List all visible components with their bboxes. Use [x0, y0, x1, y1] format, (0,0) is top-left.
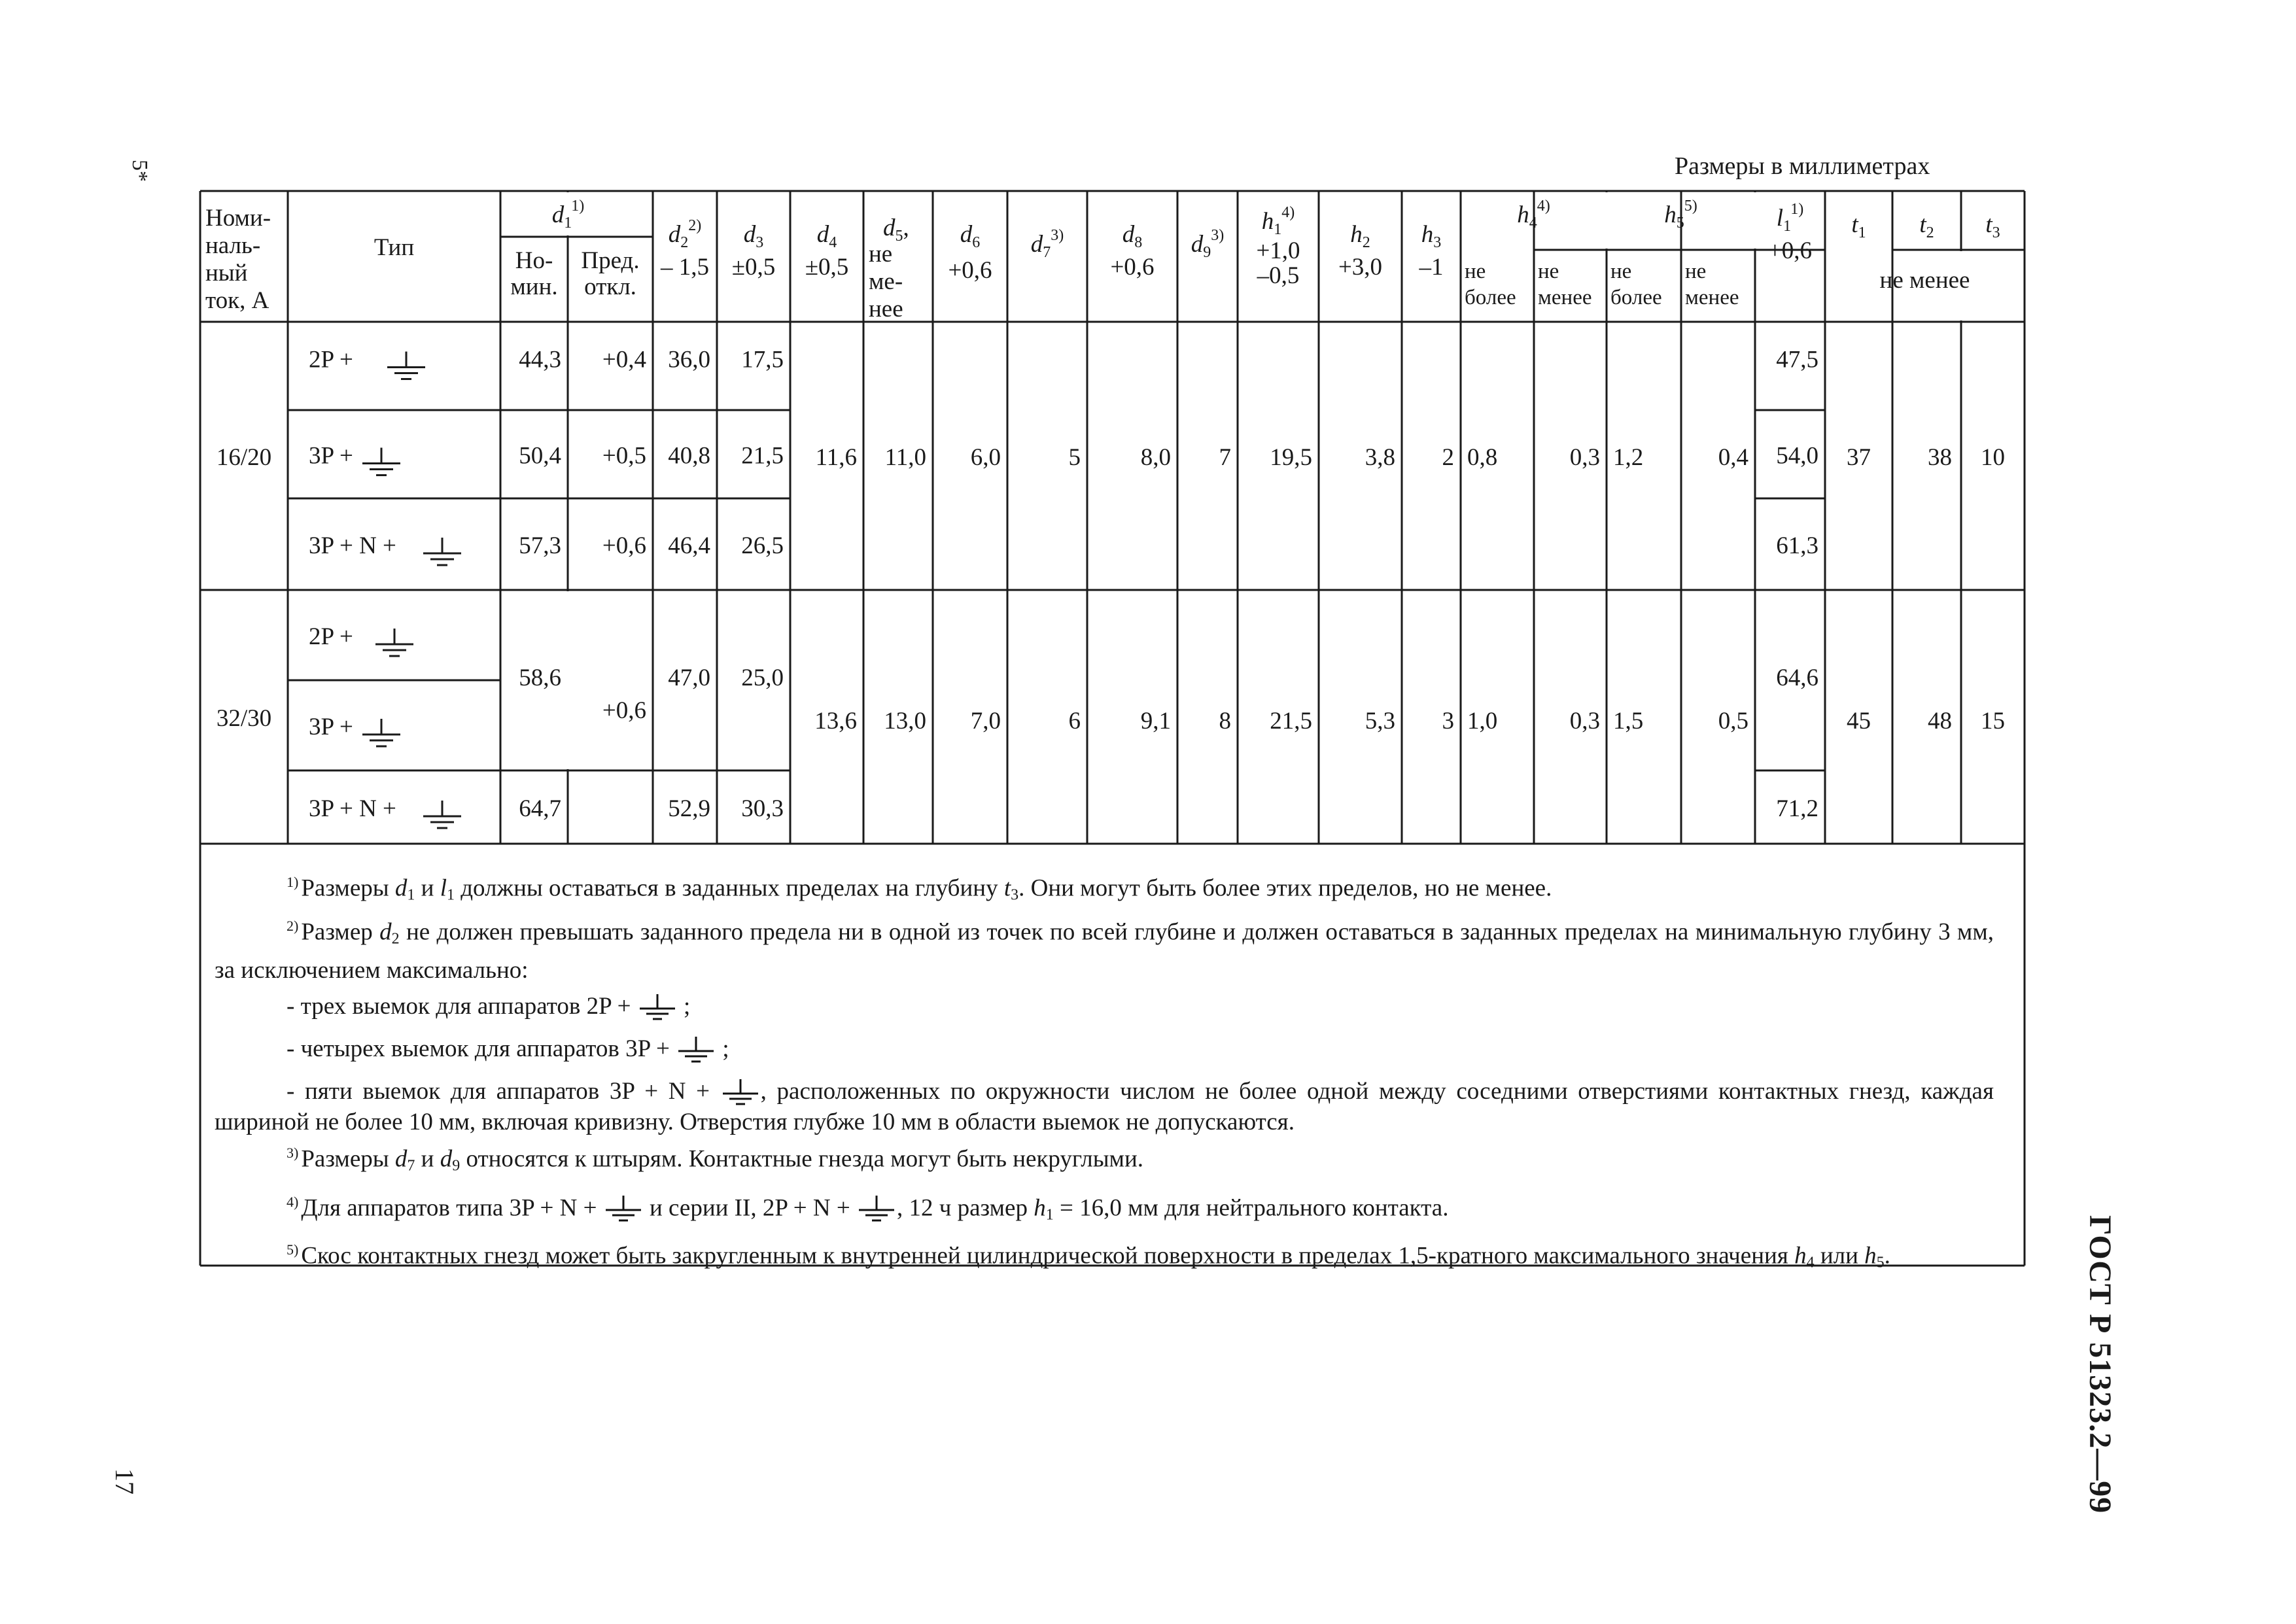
cell-d4: 13,6: [814, 708, 857, 734]
ground-icon: [362, 448, 400, 475]
header-h3: $h_3$: [1421, 221, 1442, 251]
header-nominal-current: наль-: [205, 232, 261, 259]
row-type-label: 3P +: [309, 442, 353, 470]
header-d5-tol: нее: [869, 296, 903, 322]
cell-d2: 47,0: [668, 665, 710, 691]
header-not-more: не: [1465, 260, 1486, 283]
cell-d6: 6,0: [970, 444, 1001, 471]
header-h2-tol: +3,0: [1338, 254, 1383, 281]
cell-h3: 3: [1442, 708, 1454, 734]
cell-d1-deviation: +0,6: [602, 697, 646, 724]
header-d3-tol: ±0,5: [731, 254, 776, 281]
header-h4: $h_4^{4)}$: [1517, 198, 1550, 232]
header-h5: $h_5^{5)}$: [1664, 198, 1697, 232]
cell-d5: 13,0: [884, 708, 926, 734]
cell-d2: 46,4: [668, 532, 710, 559]
cell-t3: 10: [1981, 444, 2005, 471]
footnote-2-item-1: - трех выемок для аппаратов 2P + ;: [215, 991, 1994, 1022]
cell-l1: 54,0: [1776, 442, 1818, 470]
header-d9: $d_9^{3)}$: [1191, 227, 1225, 261]
cell-h3: 2: [1442, 444, 1454, 471]
header-t-not-less: не менее: [1879, 267, 1970, 294]
header-not-more: более: [1610, 286, 1662, 309]
footnote-4: $^{4)}$ Для аппаратов типа 3P + N + и серии II, 2P + N + , 12 ч размер $h_1 = 16,0$ мм для нейтрального контакта.: [287, 1193, 1449, 1224]
ground-icon: [856, 1194, 897, 1223]
header-d7: $d_7^{3)}$: [1030, 227, 1064, 261]
header-d2: $d_2^{2)}$: [668, 217, 702, 251]
cell-d4: 11,6: [815, 444, 857, 471]
header-type: Тип: [374, 234, 415, 261]
header-d1-nominal: Но-: [515, 247, 553, 274]
cell-d1-nominal: 57,3: [519, 532, 561, 559]
row-type-label: 2P +: [309, 346, 353, 373]
cell-h5-min: 0,4: [1718, 444, 1748, 471]
header-not-more: не: [1610, 260, 1632, 283]
header-nominal-current: ный: [205, 260, 248, 286]
page-mark: 5*: [128, 160, 152, 182]
header-not-less: менее: [1685, 286, 1739, 309]
cell-l1: 71,2: [1776, 795, 1818, 822]
header-not-more: более: [1465, 286, 1516, 309]
header-d4-tol: ±0,5: [805, 254, 849, 281]
header-d1: $d_1^{1)}$: [551, 198, 585, 232]
header-d5-tol: ме-: [869, 268, 903, 295]
cell-d7: 5: [1068, 444, 1081, 471]
header-d1-nominal: мин.: [510, 273, 558, 300]
cell-d9: 7: [1219, 444, 1231, 471]
cell-d3: 26,5: [741, 532, 784, 559]
header-d5-tol: не: [869, 241, 893, 268]
footnote-5: $^{5)}$ Скос контактных гнезд может быть закругленным к внутренней цилиндрической поверхности в пределах 1,5-кратного максимального значения $h_4$ или $h_5$.: [287, 1241, 1890, 1271]
header-h2: $h_2$: [1350, 221, 1370, 251]
cell-h4-max: 1,0: [1467, 708, 1498, 734]
header-d8-tol: +0,6: [1110, 254, 1155, 281]
cell-d2: 40,8: [668, 442, 710, 470]
cell-t1: 45: [1847, 708, 1871, 734]
cell-d7: 6: [1068, 708, 1081, 734]
header-h1: $h_1^{4)}$: [1261, 204, 1295, 238]
header-d1-deviation: Пред.: [581, 247, 640, 274]
table-footnotes: [215, 867, 1994, 1279]
ground-icon: [603, 1194, 644, 1223]
header-d2-tol: – 1,5: [661, 254, 709, 281]
ground-icon: [423, 801, 461, 828]
row-type-label: 3P +: [309, 714, 353, 740]
cell-d1-nominal: 58,6: [519, 665, 561, 691]
cell-h1: 19,5: [1270, 444, 1312, 471]
row-type-label: 2P +: [309, 623, 353, 650]
ground-icon: [387, 352, 425, 379]
cell-d3: 25,0: [741, 665, 784, 691]
units-caption: Размеры в миллиметрах: [1675, 152, 1930, 180]
header-h3-tol: –1: [1419, 254, 1444, 281]
cell-d2: 36,0: [668, 346, 710, 373]
header-nominal-current: Номи-: [205, 205, 271, 232]
header-l1: $l_1^{1)}$: [1776, 201, 1804, 235]
header-d8: $d_8$: [1122, 221, 1143, 251]
cell-h2: 5,3: [1365, 708, 1395, 734]
header-t1: $t_1$: [1851, 211, 1866, 241]
cell-h2: 3,8: [1365, 444, 1395, 471]
cell-t2: 48: [1928, 708, 1952, 734]
cell-h5-max: 1,2: [1613, 444, 1644, 471]
cell-t3: 15: [1981, 708, 2005, 734]
header-not-less: не: [1685, 260, 1707, 283]
footnote-1: $^{1)}$ Размеры $d_1$ и $l_1$ должны оставаться в заданных пределах на глубину $t_3$. Они могут быть более этих пределов, но не менее.: [287, 874, 1552, 904]
header-d6-tol: +0,6: [948, 257, 992, 284]
row-current-16-20: 16/20: [216, 444, 272, 471]
cell-h4-min: 0,3: [1569, 708, 1600, 734]
rule-mask: [1605, 192, 1609, 249]
ground-icon: [637, 993, 678, 1022]
row-current-32-30: 32/30: [216, 705, 272, 732]
rule-mask: [1753, 192, 1757, 249]
cell-d3: 21,5: [741, 442, 784, 470]
cell-d8: 8,0: [1140, 444, 1171, 471]
header-not-less: не: [1538, 260, 1559, 283]
cell-t1: 37: [1847, 444, 1871, 471]
cell-d1-deviation: +0,6: [602, 532, 646, 559]
cell-l1: 61,3: [1776, 532, 1818, 559]
cell-d1-nominal: 44,3: [519, 346, 561, 373]
ground-icon: [375, 629, 413, 656]
header-nominal-current: ток, А: [205, 287, 270, 314]
header-not-less: менее: [1538, 286, 1592, 309]
cell-d1-deviation: +0,4: [602, 346, 646, 373]
footnote-2-item-2: - четырех выемок для аппаратов 3P + ;: [215, 1033, 1994, 1064]
header-t3: $t_3$: [1985, 211, 2000, 241]
header-t2: $t_2$: [1919, 211, 1934, 241]
cell-d9: 8: [1219, 708, 1231, 734]
footnote-2-item-3: - пяти выемок для аппаратов 3P + N + , расположенных по окружности числом не более одной между соседними отверстиями контактных гнезд, каждая шириной не более 10 мм, включая кривизну. Отверстия глубже 10 мм в области выемок не допускаются.: [215, 1077, 1994, 1135]
ground-icon: [362, 719, 400, 746]
ground-icon: [676, 1035, 716, 1064]
footnote-2: $^{2)}$ Размер $d_2$ не должен превышать заданного предела ни в одной из точек по всей глубине и должен оставаться в заданных пределах на минимальную глубину 3 мм, за исключением максимально:: [215, 918, 1994, 984]
header-d3: $d_3$: [743, 221, 764, 251]
header-h1-tol: –0,5: [1257, 262, 1300, 289]
ground-icon: [720, 1078, 761, 1107]
row-type-label: 3P + N +: [309, 532, 396, 559]
cell-l1: 64,6: [1776, 665, 1818, 691]
cell-h4-min: 0,3: [1569, 444, 1600, 471]
rule-mask: [566, 591, 570, 769]
cell-d5: 11,0: [884, 444, 926, 471]
cell-d6: 7,0: [970, 708, 1001, 734]
cell-d3: 30,3: [741, 795, 784, 822]
header-d4: $d_4$: [816, 221, 837, 251]
ground-icon: [423, 538, 461, 565]
cell-d2: 52,9: [668, 795, 710, 822]
row-type-label: 3P + N +: [309, 795, 396, 822]
cell-h5-max: 1,5: [1613, 708, 1644, 734]
cell-d1-nominal: 64,7: [519, 795, 561, 822]
cell-h4-max: 0,8: [1467, 444, 1498, 471]
cell-l1: 47,5: [1776, 346, 1818, 373]
footnote-3: $^{3)}$ Размеры $d_7$ и $d_9$ относятся к штырям. Контактные гнезда могут быть некруглыми.: [287, 1144, 1144, 1174]
header-h1-tol: +1,0: [1256, 237, 1300, 264]
header-d1-deviation: откл.: [584, 273, 636, 300]
header-d5: $d_5$,: [883, 215, 909, 245]
cell-d1-nominal: 50,4: [519, 442, 561, 470]
cell-d3: 17,5: [741, 346, 784, 373]
cell-d8: 9,1: [1140, 708, 1171, 734]
cell-h1: 21,5: [1270, 708, 1312, 734]
cell-t2: 38: [1928, 444, 1952, 471]
page-number: 17: [110, 1468, 139, 1494]
standard-title: ГОСТ Р 51323.2—99: [2083, 1215, 2117, 1514]
header-d6: $d_6$: [960, 221, 981, 251]
cell-h5-min: 0,5: [1718, 708, 1748, 734]
header-l1-tol: +0,6: [1767, 237, 1813, 264]
cell-d1-deviation: +0,5: [602, 442, 646, 470]
